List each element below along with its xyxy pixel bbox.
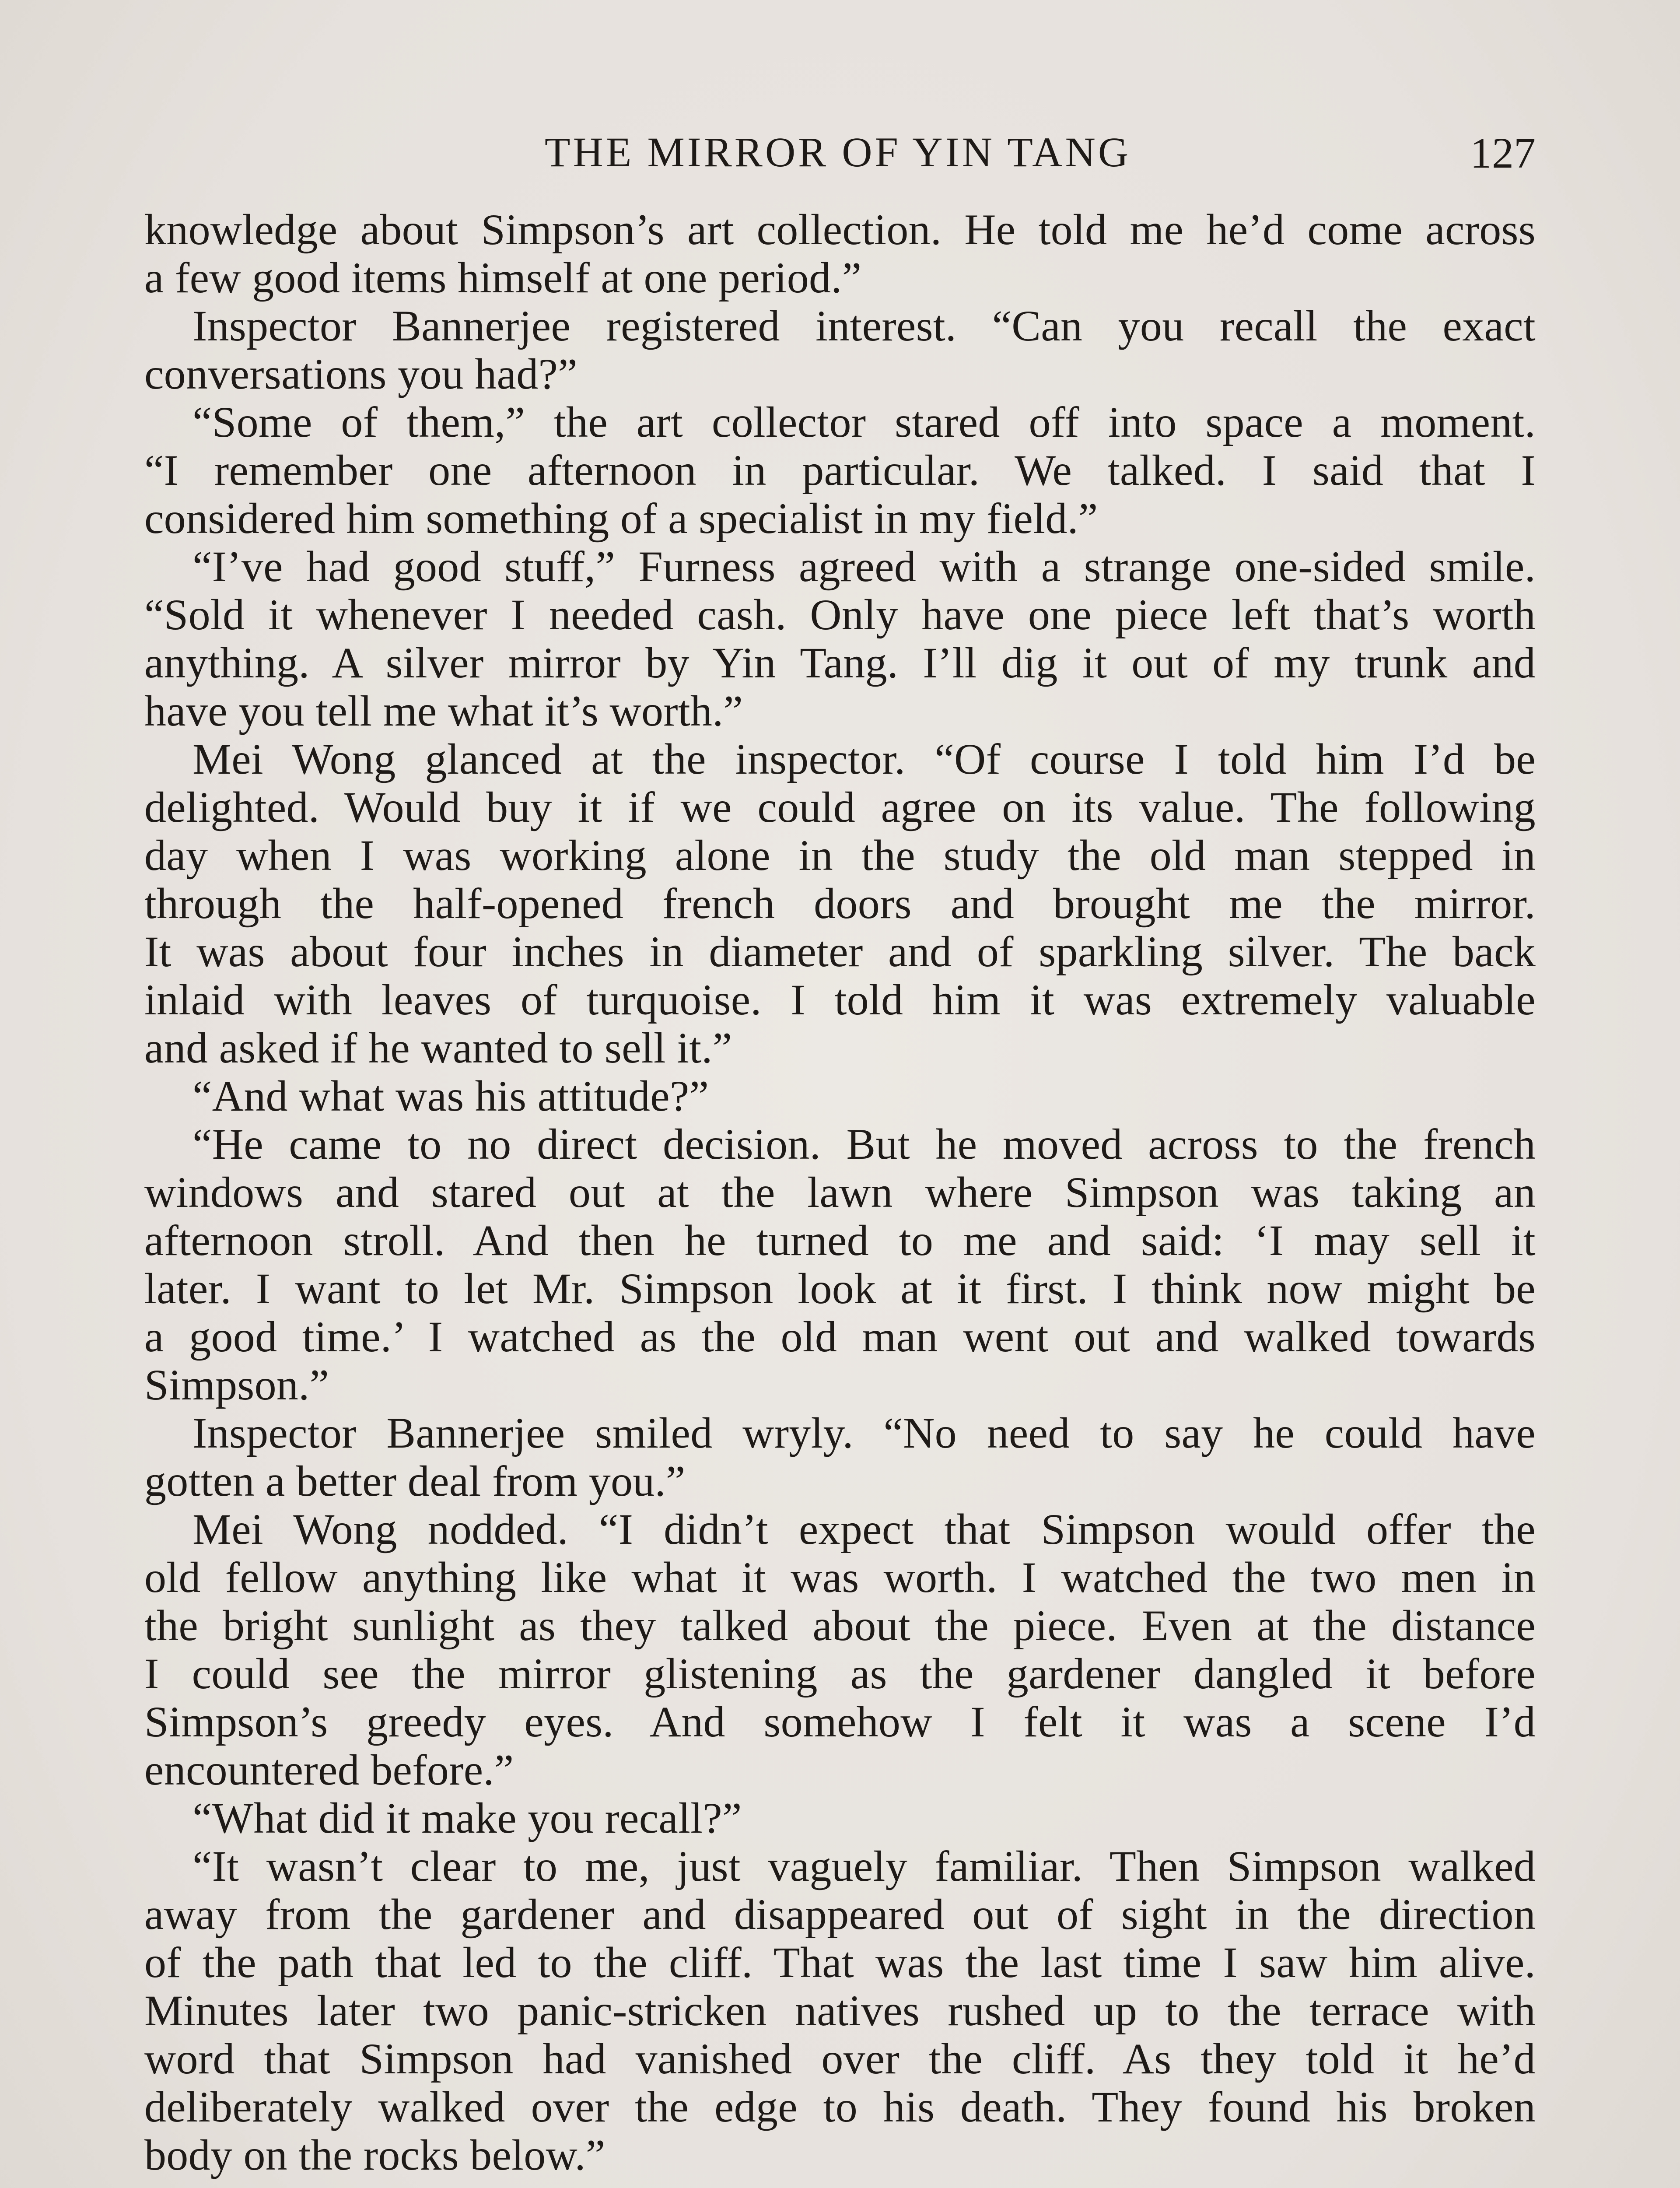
text-line: conversations you had?”: [144, 350, 578, 398]
text-line: a good time.’ I watched as the old man went out and walked towards: [144, 1313, 1536, 1361]
text-line: delighted. Would buy it if we could agree on its value. The following: [144, 783, 1536, 831]
text-line: “And what was his attitude?”: [192, 1072, 709, 1120]
text-line: Mei Wong nodded. “I didn’t expect that Simpson would offer the: [192, 1505, 1536, 1553]
text-line: knowledge about Simpson’s art collection. He told me he’d come across: [144, 206, 1536, 254]
text-line: of the path that led to the cliff. That was the last time I saw him alive.: [144, 1939, 1536, 1987]
text-line: “It wasn’t clear to me, just vaguely familiar. Then Simpson walked: [192, 1842, 1536, 1890]
text-line: “I’ve had good stuff,” Furness agreed with a strange one-sided smile.: [192, 543, 1536, 591]
page-number: 127: [1470, 129, 1536, 177]
text-line: later. I want to let Mr. Simpson look at it first. I think now might be: [144, 1265, 1536, 1313]
text-line: windows and stared out at the lawn where Simpson was taking an: [144, 1168, 1536, 1217]
text-line: deliberately walked over the edge to his death. They found his broken: [144, 2083, 1536, 2131]
text-line: “Some of them,” the art collector stared off into space a moment.: [192, 398, 1536, 446]
text-line: have you tell me what it’s worth.”: [144, 687, 743, 735]
text-line: away from the gardener and disappeared out of sight in the direction: [144, 1890, 1536, 1939]
text-line: afternoon stroll. And then he turned to me and said: ‘I may sell it: [144, 1217, 1536, 1265]
text-line: inlaid with leaves of turquoise. I told him it was extremely valuable: [144, 976, 1536, 1024]
text-line: I could see the mirror glistening as the gardener dangled it before: [144, 1650, 1536, 1698]
text-line: “He came to no direct decision. But he moved across to the french: [192, 1120, 1536, 1168]
text-line: gotten a better deal from you.”: [144, 1457, 686, 1505]
text-line: Mei Wong glanced at the inspector. “Of course I told him I’d be: [192, 735, 1536, 783]
text-line: the bright sunlight as they talked about the piece. Even at the distance: [144, 1602, 1536, 1650]
text-line: “What did it make you recall?”: [192, 1794, 742, 1842]
text-line: Simpson’s greedy eyes. And somehow I felt it was a scene I’d: [144, 1698, 1536, 1746]
text-line: Inspector Bannerjee smiled wryly. “No need to say he could have: [192, 1409, 1536, 1457]
text-line: word that Simpson had vanished over the cliff. As they told it he’d: [144, 2035, 1536, 2083]
text-line: considered him something of a specialist in my field.”: [144, 494, 1098, 543]
text-line: encountered before.”: [144, 1746, 514, 1794]
text-line: Inspector Bannerjee registered interest. “Can you recall the exact: [192, 302, 1536, 350]
text-line: Minutes later two panic-stricken natives rushed up to the terrace with: [144, 1987, 1536, 2035]
text-line: body on the rocks below.”: [144, 2131, 606, 2179]
text-line: old fellow anything like what it was worth. I watched the two men in: [144, 1553, 1536, 1602]
story-text: [144, 206, 1536, 2179]
running-title: THE MIRROR OF YIN TANG: [544, 129, 1131, 175]
text-line: a few good items himself at one period.”: [144, 254, 862, 302]
text-line: “I remember one afternoon in particular. We talked. I said that I: [144, 446, 1536, 494]
text-line: and asked if he wanted to sell it.”: [144, 1024, 732, 1072]
text-line: It was about four inches in diameter and of sparkling silver. The back: [144, 928, 1536, 976]
text-line: day when I was working alone in the study the old man stepped in: [144, 831, 1536, 880]
text-line: “Sold it whenever I needed cash. Only have one piece left that’s worth: [144, 591, 1536, 639]
text-line: Simpson.”: [144, 1361, 329, 1409]
page-header: [140, 127, 1536, 193]
text-line: through the half-opened french doors and brought me the mirror.: [144, 880, 1536, 928]
text-line: anything. A silver mirror by Yin Tang. I’ll dig it out of my trunk and: [144, 639, 1536, 687]
